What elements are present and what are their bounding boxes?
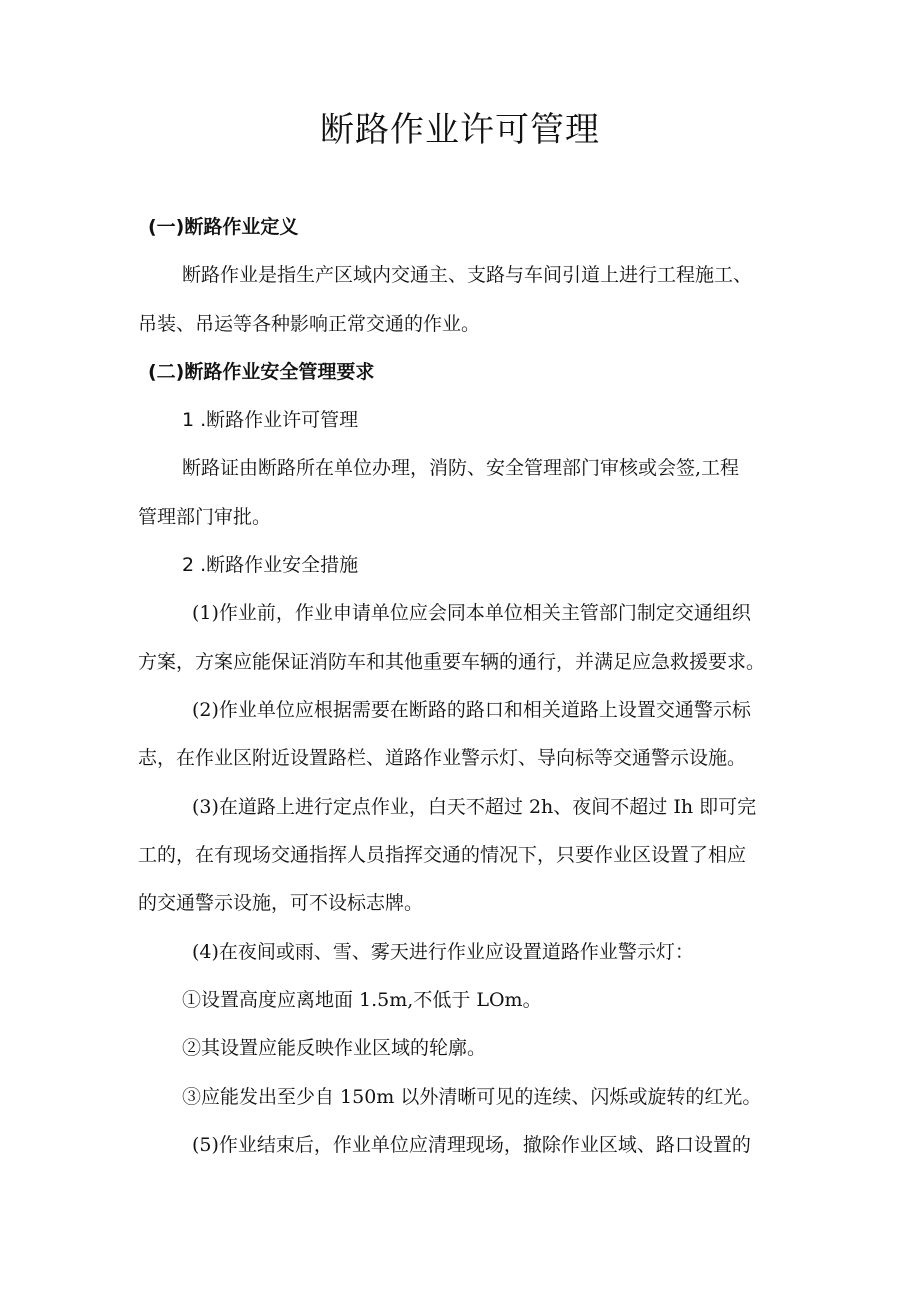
list-item-line: (4)在夜间或雨、雪、雾天进行作业应设置道路作业警示灯： bbox=[192, 941, 694, 963]
list-item-line: 工的，在有现场交通指挥人员指挥交通的情况下，只要作业区设置了相应 bbox=[138, 844, 747, 866]
list-item-line: 志，在作业区附近设置路栏、道路作业警示灯、导向标等交通警示设施。 bbox=[138, 747, 747, 769]
section-heading-1: (一)断路作业定义 bbox=[148, 216, 299, 238]
paragraph-line: 断路证由断路所在单位办理，消防、安全管理部门审核或会签,工程 bbox=[182, 457, 740, 479]
sub-list-item: ②其设置应能反映作业区域的轮廓。 bbox=[182, 1037, 487, 1059]
list-item-line: 的交通警示设施，可不设标志牌。 bbox=[138, 892, 424, 914]
paragraph-line: 管理部门审批。 bbox=[138, 506, 272, 528]
list-item-line: (2)作业单位应根据需要在断路的路口和相关道路上设置交通警示标 bbox=[192, 699, 751, 721]
paragraph-line: 断路作业是指生产区域内交通主、支路与车间引道上进行工程施工、 bbox=[182, 264, 753, 286]
paragraph-line: 吊装、吊运等各种影响正常交通的作业。 bbox=[138, 313, 481, 335]
list-item-line: (3)在道路上进行定点作业，白天不超过 2h、夜间不超过 Ih 即可完 bbox=[192, 796, 757, 818]
list-item-line: (5)作业结束后，作业单位应清理现场，撤除作业区域、路口设置的 bbox=[192, 1134, 751, 1156]
subsection-heading-2: 2 .断路作业安全措施 bbox=[182, 554, 359, 576]
sub-list-item: ①设置高度应离地面 1.5m,不低于 LOm。 bbox=[182, 989, 542, 1011]
subsection-heading-1: 1 .断路作业许可管理 bbox=[182, 409, 359, 431]
list-item-line: (1)作业前，作业申请单位应会同本单位相关主管部门制定交通组织 bbox=[192, 602, 751, 624]
document-title: 断路作业许可管理 bbox=[320, 110, 600, 150]
list-item-line: 方案，方案应能保证消防车和其他重要车辆的通行，并满足应急救援要求。 bbox=[138, 651, 766, 673]
section-heading-2: (二)断路作业安全管理要求 bbox=[148, 361, 375, 383]
sub-list-item: ③应能发出至少自 150m 以外清晰可见的连续、闪烁或旋转的红光。 bbox=[182, 1086, 762, 1108]
